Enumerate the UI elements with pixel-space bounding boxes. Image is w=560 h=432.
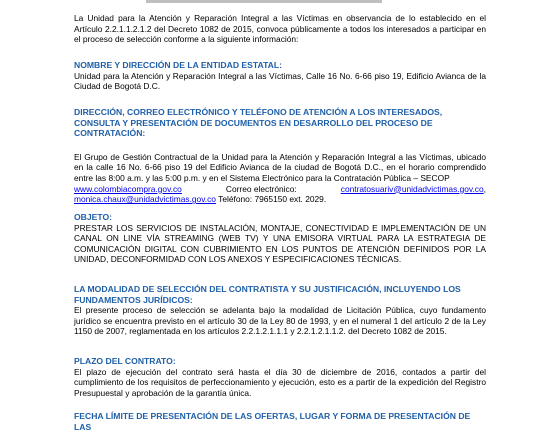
section-title: NOMBRE Y DIRECCIÓN DE LA ENTIDAD ESTATAL:: [74, 60, 283, 70]
header-rule: [146, 0, 382, 3]
section-modalidad: [74, 284, 486, 337]
section-body: El Grupo de Gestión Contractual de la Unidad para la Atención y Reparación Integral a las Víctimas, ubicado en la calle 16 No. 6-66 piso 19 del Edificio Avianca de la ciudad de Bogotá D.C., en el horario comprendido entre las 8:00 a.m. y las 5:00 p.m. y en el Sistema Electrónico para la Contratación Pública – SECOP: [74, 151, 486, 183]
email-label: Correo electrónico:: [225, 183, 297, 194]
section-title: LA MODALIDAD DE SELECCIÓN DEL CONTRATISTA Y SU JUSTIFICACIÓN, INCLUYENDO LOS FUNDAMENTOS JURÍDICOS:: [74, 284, 461, 305]
section-title: PLAZO DEL CONTRATO:: [74, 356, 176, 366]
section-body: El plazo de ejecución del contrato será hasta el día 30 de diciembre de 2016, contados a partir del cumplimiento de los requisitos de perfeccionamiento y ejecución, esto es a partir de la expedición del Registro Presupuestal y aprobación de la garantía única.: [74, 366, 486, 398]
intro-paragraph: La Unidad para la Atención y Reparación Integral a las Víctimas en observancia de lo establecido en el Artículo 2.2.1.1.2.1.2 del Decreto 1082 de 2015, convoca públicamente a todos los interesados a participar en el proceso de selección conforme a la siguiente información:: [74, 13, 486, 45]
section-title: OBJETO:: [74, 212, 113, 222]
section-objeto: [74, 212, 486, 265]
section-title: FECHA LÍMITE DE PRESENTACIÓN DE LAS OFERTAS, LUGAR Y FORMA DE PRESENTACIÓN DE LAS: [74, 411, 471, 432]
section-body: El presente proceso de selección se adelanta bajo la modalidad de Licitación Pública, cuyo fundamento jurídico se encuentra previsto en el artículo 30 de la Ley 80 de 1993, y en el numeral 1 del artículo 2 de la Ley 1150 de 2007, reglamentada en los artículos 2.2.1.2.1.1.1 y 2.2.1.2.1.1.2. del Decreto 1082 de 2015.: [74, 305, 486, 337]
section-title: DIRECCIÓN, CORREO ELECTRÓNICO Y TELÉFONO DE ATENCIÓN A LOS INTERESADOS, CONSULTA Y PRESENTACIÓN DE DOCUMENTOS EN DESARROLLO DEL PROCESO DE CONTRATACIÓN:: [74, 107, 443, 139]
phone-text: Teléfono: 7965150 ext. 2029.: [218, 194, 327, 205]
secop-link[interactable]: www.colombiacompra.gov.co: [74, 183, 182, 194]
section-entidad: [74, 60, 486, 92]
email-link-1[interactable]: contratosuariv@unidadvictimas.gov.co: [340, 183, 484, 194]
separator: ,: [483, 183, 486, 194]
section-contacto: [74, 107, 486, 205]
email-link-2[interactable]: monica.chaux@unidadvictimas.gov.co: [74, 194, 216, 205]
contact-line: [74, 184, 486, 195]
section-fecha: [74, 411, 486, 432]
section-body: PRESTAR LOS SERVICIOS DE INSTALACIÓN, MONTAJE, CONECTIVIDAD E IMPLEMENTACIÓN DE UN CANAL ON LINE VÍA STREAMING (WEB TV) Y UNA EMISORA VIRTUAL PARA LA ESTRATEGIA DE COMUNICACIÓN DIGITAL CON CUBRIMIENTO EN LOS PUNTOS DE ATENCIÓN DEFINIDOS POR LA UNIDAD, DECONFORMIDAD CON LOS ANEXOS Y ESPECIFICACIONES TÉCNICAS.: [74, 222, 486, 265]
section-plazo: [74, 356, 486, 398]
contact-line: [74, 194, 486, 205]
section-body: Unidad para la Atención y Reparación Integral a las Víctimas, Calle 16 No. 6-66 piso 19, Edificio Avianca de la Ciudad de Bogotá D.C.: [74, 70, 486, 92]
